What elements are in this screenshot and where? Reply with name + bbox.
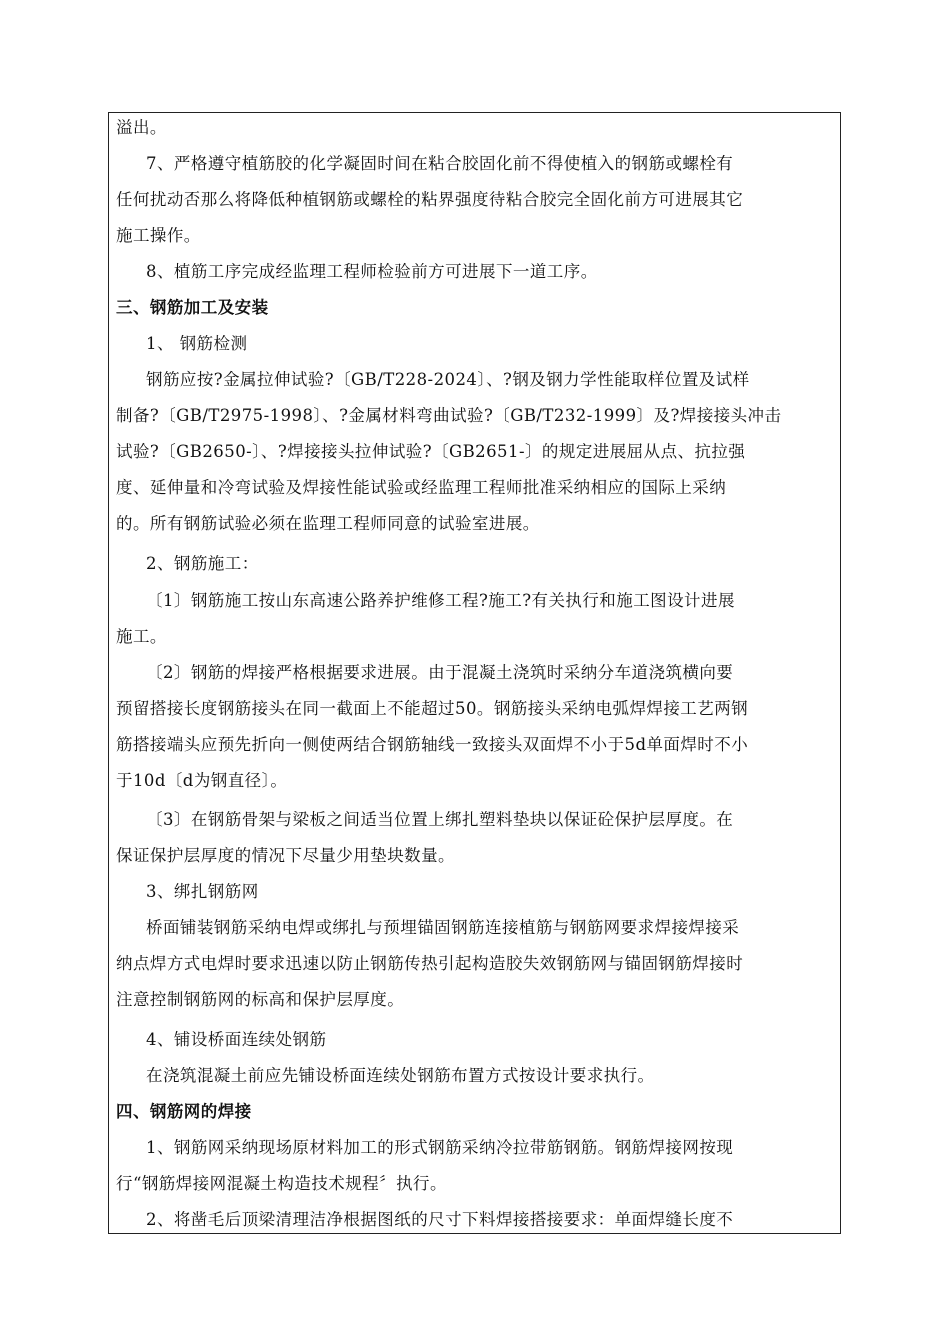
section-heading: 四、钢筋网的焊接	[116, 1102, 252, 1121]
text-line: 制备?〔GB/T2975-1998〕、?金属材料弯曲试验?〔GB/T232-1999〕及?焊接接头冲击	[116, 406, 782, 425]
text-line: 注意控制钢筋网的标高和保护层厚度。	[116, 990, 405, 1009]
text-line: 8、植筋工序完成经监理工程师检验前方可进展下一道工序。	[146, 262, 598, 281]
text-line: 施工。	[116, 627, 167, 646]
text-line: 7、严格遵守植筋胶的化学凝固时间在粘合胶固化前不得使植入的钢筋或螺栓有	[146, 154, 734, 173]
text-line: 预留搭接长度钢筋接头在同一截面上不能超过50。钢筋接头采纳电弧焊焊接工艺两钢	[116, 699, 749, 718]
text-line: 施工操作。	[116, 226, 201, 245]
text-line: 的。所有钢筋试验必须在监理工程师同意的试验室进展。	[116, 514, 540, 533]
text-line: 任何扰动否那么将降低种植钢筋或螺栓的粘界强度待粘合胶完全固化前方可进展其它	[116, 190, 744, 209]
text-line: 于10d〔d为钢直径〕。	[116, 771, 288, 790]
text-line: 〔1〕钢筋施工按山东高速公路养护维修工程?施工?有关执行和施工图设计进展	[146, 591, 735, 610]
text-line: 〔2〕钢筋的焊接严格根据要求进展。由于混凝土浇筑时采纳分车道浇筑横向要	[146, 663, 734, 682]
text-line: 钢筋应按?金属拉伸试验?〔GB/T228-2024〕、?钢及钢力学性能取样位置及试样	[146, 370, 750, 389]
sub-heading: 3、绑扎钢筋网	[146, 882, 259, 901]
text-line: 2、将凿毛后顶梁清理洁净根据图纸的尺寸下料焊接搭接要求：单面焊缝长度不	[146, 1210, 734, 1229]
text-line: 筋搭接端头应预先折向一侧使两结合钢筋轴线一致接头双面焊不小于5d单面焊时不小	[116, 735, 749, 754]
text-line: 度、延伸量和冷弯试验及焊接性能试验或经监理工程师批准采纳相应的国际上采纳	[116, 478, 727, 497]
text-line: 溢出。	[116, 118, 167, 137]
text-line: 桥面铺装钢筋采纳电焊或绑扎与预埋锚固钢筋连接植筋与钢筋网要求焊接焊接采	[146, 918, 740, 937]
text-line: 在浇筑混凝土前应先铺设桥面连续处钢筋布置方式按设计要求执行。	[146, 1066, 655, 1085]
text-line: 〔3〕在钢筋骨架与梁板之间适当位置上绑扎塑料垫块以保证砼保护层厚度。在	[146, 810, 734, 829]
sub-heading: 4、铺设桥面连续处钢筋	[146, 1030, 327, 1049]
text-line: 1、钢筋网采纳现场原材料加工的形式钢筋采纳冷拉带筋钢筋。钢筋焊接网按现	[146, 1138, 734, 1157]
text-line: 试验?〔GB2650-〕、?焊接接头拉伸试验?〔GB2651-〕的规定进展屈从点、抗拉强	[116, 442, 746, 461]
text-line: 行“钢筋焊接网混凝土构造技术规程〞执行。	[116, 1174, 447, 1193]
section-heading: 三、钢筋加工及安装	[116, 298, 269, 317]
text-line: 纳点焊方式电焊时要求迅速以防止钢筋传热引起构造胶失效钢筋网与锚固钢筋焊接时	[116, 954, 744, 973]
sub-heading: 2、钢筋施工：	[146, 554, 259, 573]
text-line: 保证保护层厚度的情况下尽量少用垫块数量。	[116, 846, 455, 865]
sub-heading: 1、 钢筋检测	[146, 334, 248, 353]
